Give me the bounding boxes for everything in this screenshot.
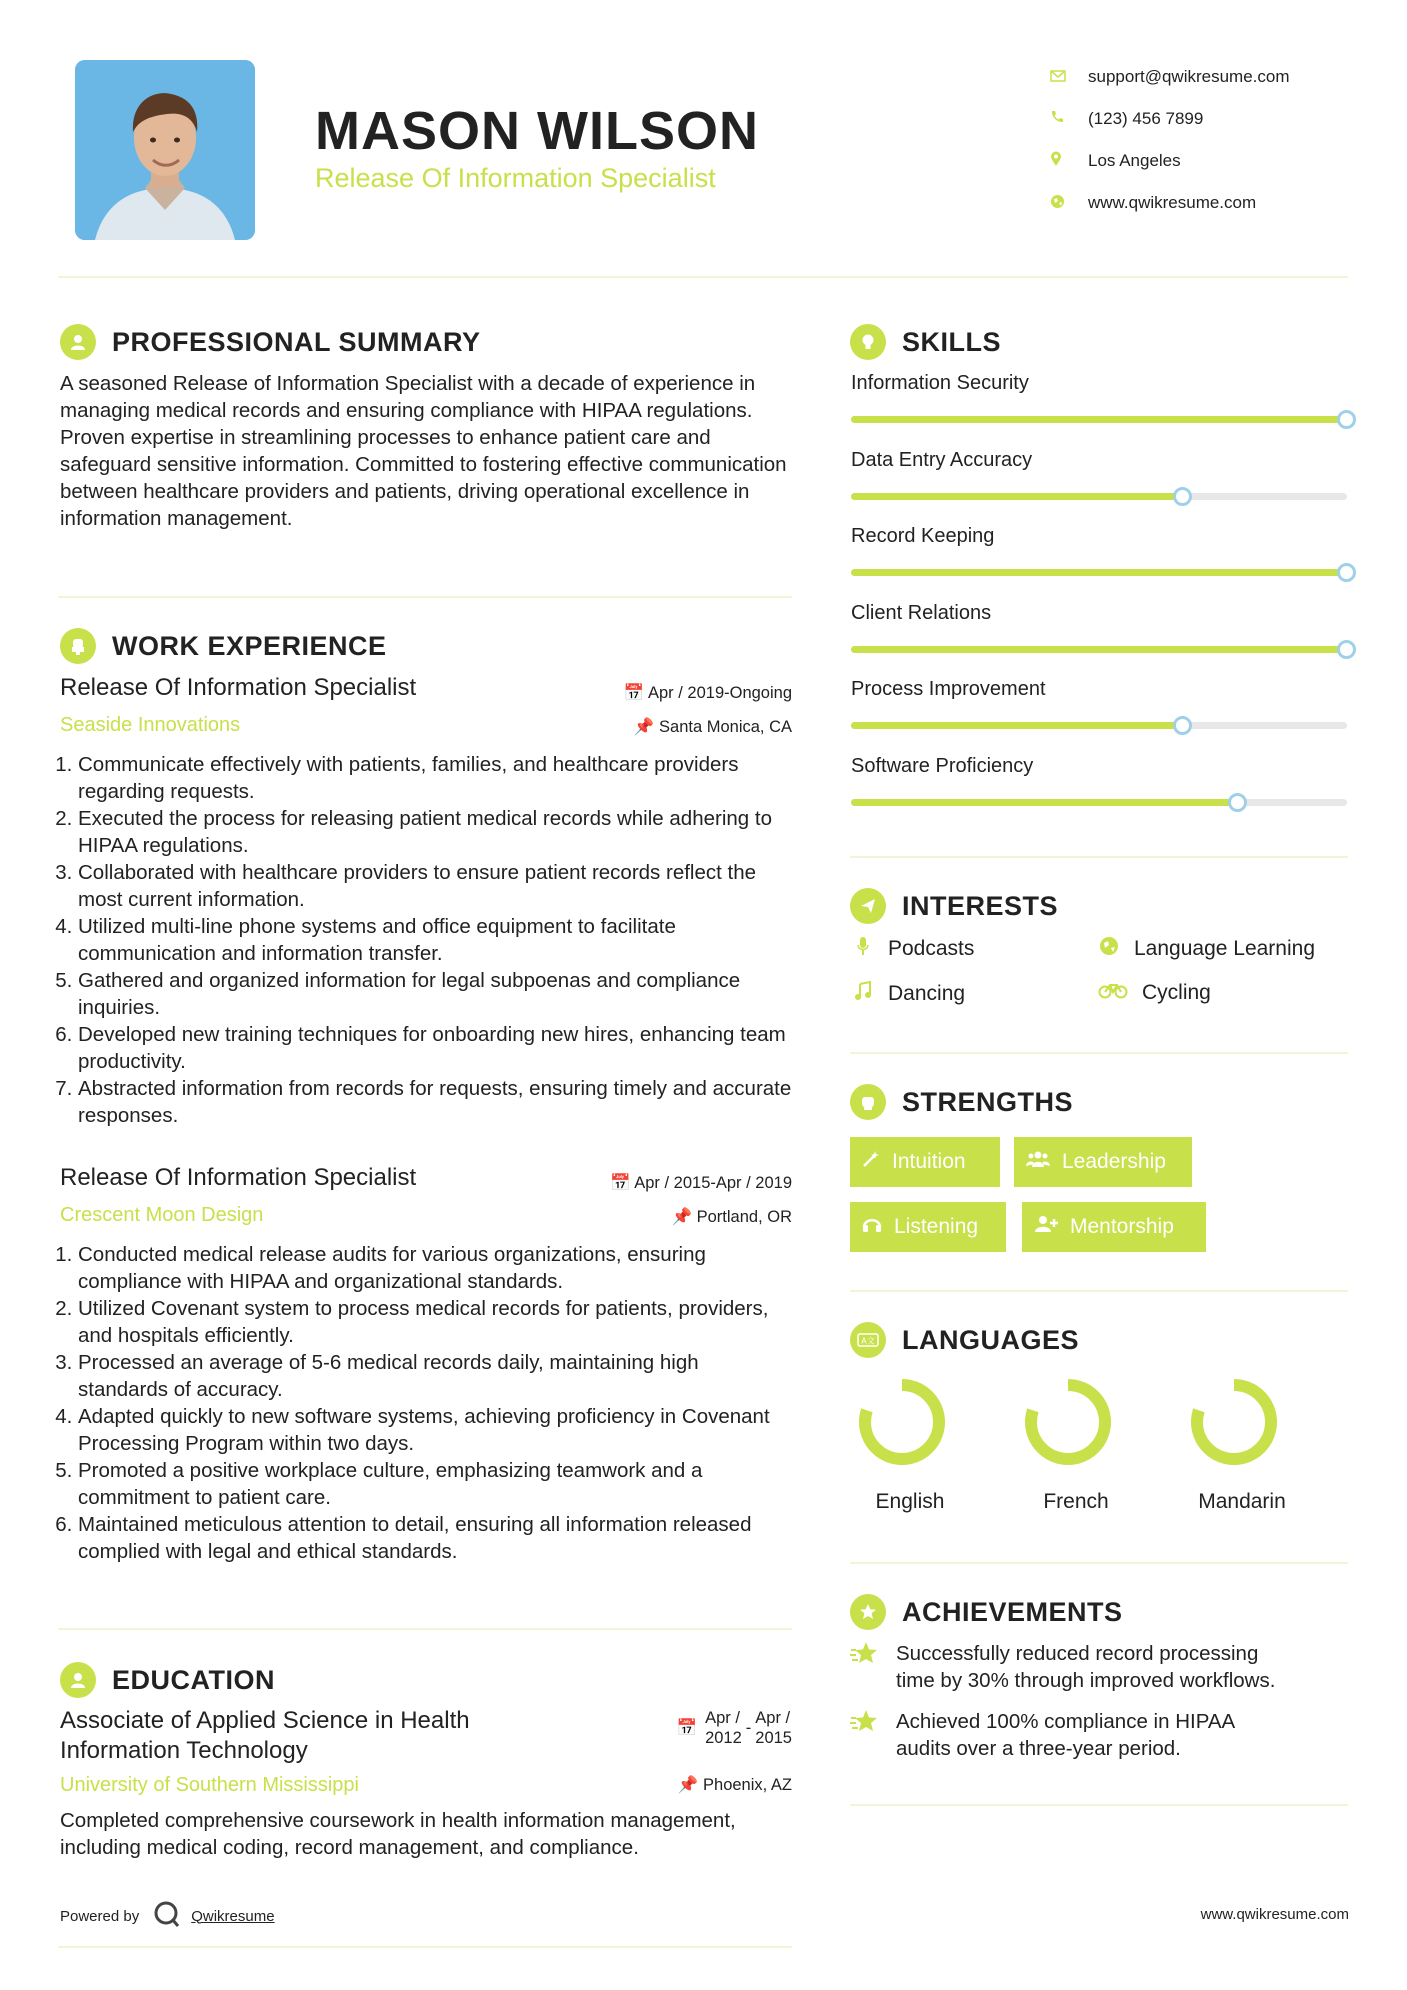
profile-photo	[75, 60, 255, 240]
job-bullet: 2. Executed the process for releasing patient medical records while adhering to HIPAA regulations.	[78, 805, 792, 859]
job-bullet: 4. Utilized multi-line phone systems and office equipment to facilitate communication and information transfer.	[78, 913, 792, 967]
job-location-text: Santa Monica, CA	[659, 718, 792, 736]
star-icon	[850, 1708, 896, 1762]
strength-tag	[1022, 1202, 1206, 1252]
skill-bar-fill	[851, 569, 1347, 576]
summary-divider	[58, 596, 792, 598]
achievements-heading	[850, 1594, 1123, 1630]
school-name: University of Southern Mississippi	[60, 1774, 359, 1796]
job-bullet: 6. Maintained meticulous attention to detail, ensuring all information released complied with legal and ethical standards.	[78, 1511, 792, 1565]
skill-bar-knob	[1173, 716, 1192, 735]
user-plus-icon	[1034, 1215, 1058, 1239]
job-company: Crescent Moon Design	[60, 1204, 264, 1226]
skills-divider	[850, 856, 1348, 858]
interest-item	[1098, 981, 1211, 1005]
job-bullet: 2. Utilized Covenant system to process medical records for patients, providers, and hospitals efficiently.	[78, 1295, 792, 1349]
date-start-month: Apr /	[705, 1709, 740, 1727]
skill-bar-fill	[851, 493, 1183, 500]
summary-text: A seasoned Release of Information Specialist with a decade of experience in managing medical records and ensuring compliance with HIPAA regulations. Proven expertise in streamlining processes to enhance patient care and safeguard sensitive information. Committed to fostering effective communication between healthcare providers and patients, driving operational excellence in information management.	[60, 372, 787, 530]
translate-icon	[850, 1322, 886, 1358]
headphones-icon	[862, 1215, 882, 1239]
achievement-line: Achieved 100% compliance in HIPAA	[896, 1710, 1236, 1733]
skill-bar	[851, 722, 1347, 729]
strength-label: Mentorship	[1070, 1215, 1174, 1238]
job-bullet: 1. Conducted medical release audits for various organizations, ensuring compliance with HIPAA and organizational standards.	[78, 1241, 792, 1295]
interests-divider	[850, 1052, 1348, 1054]
lightbulb-icon	[850, 324, 886, 360]
user-icon	[60, 324, 96, 360]
language-gauges	[850, 1370, 1348, 1490]
date-end-year: 2015	[755, 1729, 792, 1747]
skill-bar-knob	[1337, 563, 1356, 582]
job-date-text: Apr / 2015-Apr / 2019	[634, 1174, 792, 1192]
job-location-text: Portland, OR	[696, 1208, 792, 1226]
education-date-end	[755, 1708, 792, 1748]
magic-wand-icon	[862, 1150, 880, 1174]
envelope-icon	[1050, 69, 1088, 86]
music-note-icon	[852, 981, 874, 1007]
interest-item	[852, 936, 974, 962]
skill-bar	[851, 569, 1347, 576]
skill-bar-knob	[1337, 410, 1356, 429]
job-date	[624, 684, 792, 703]
achievement-item	[850, 1708, 1235, 1762]
job-bullets	[60, 751, 792, 1129]
powered-by	[60, 1900, 275, 1932]
job-company: Seaside Innovations	[60, 714, 241, 736]
skills-heading	[850, 324, 1001, 360]
achievements-divider	[850, 1804, 1348, 1806]
skill-bar	[851, 493, 1347, 500]
skill-bar	[851, 416, 1347, 423]
language-label: French	[1043, 1490, 1109, 1513]
summary-heading	[60, 324, 481, 360]
achievement-text	[896, 1640, 1275, 1694]
date-end-month: Apr /	[755, 1709, 791, 1727]
powered-by-label: Powered by	[60, 1907, 140, 1925]
strength-label: Listening	[894, 1215, 979, 1238]
skill-bar-knob	[1228, 793, 1247, 812]
education-location-text: Phoenix, AZ	[703, 1776, 792, 1794]
job-entry	[60, 1164, 792, 1584]
education-date	[677, 1708, 792, 1748]
job-bullets	[60, 1241, 792, 1565]
brand-link[interactable]: Qwikresume	[191, 1907, 275, 1925]
contact-location-text: Los Angeles	[1088, 151, 1181, 170]
calendar-icon: 📅	[623, 684, 648, 702]
group-icon	[1026, 1150, 1050, 1174]
work-heading	[60, 628, 387, 664]
strength-label: Leadership	[1062, 1150, 1166, 1173]
footer-site-link[interactable]: www.qwikresume.com	[1200, 1906, 1349, 1923]
skill-bar-knob	[1173, 487, 1192, 506]
svg-text:A文: A文	[861, 1336, 875, 1346]
contact-website-text: www.qwikresume.com	[1088, 193, 1257, 212]
achievement-item	[850, 1640, 1275, 1694]
job-bullet: 5. Promoted a positive workplace culture, emphasizing teamwork and a commitment to patient care.	[78, 1457, 792, 1511]
skill-bar-fill	[851, 646, 1347, 653]
interests-heading	[850, 888, 1058, 924]
languages-heading	[850, 1322, 1079, 1358]
contact-phone-text: (123) 456 7899	[1088, 109, 1204, 128]
strengths-heading	[850, 1084, 1073, 1120]
job-location	[671, 1208, 792, 1227]
skill-name: Data Entry Accuracy	[851, 448, 1033, 471]
achievements-title: ACHIEVEMENTS	[902, 1596, 1123, 1627]
pin-icon: 📌	[633, 718, 660, 736]
work-divider	[58, 1628, 792, 1630]
paper-plane-icon	[850, 888, 886, 924]
languages-divider	[850, 1562, 1348, 1564]
phone-icon	[1050, 110, 1088, 128]
education-title: EDUCATION	[112, 1664, 275, 1695]
date-separator: -	[745, 1719, 752, 1737]
achievement-line: audits over a three-year period.	[896, 1737, 1181, 1760]
pin-icon: 📌	[671, 1208, 697, 1226]
skill-name: Information Security	[851, 372, 1029, 394]
interest-label: Podcasts	[888, 937, 975, 960]
language-label: English	[875, 1490, 945, 1513]
strength-tag	[1014, 1137, 1192, 1187]
degree-line-1: Associate of Applied Science in Health	[60, 1707, 470, 1734]
job-bullet: 5. Gathered and organized information for legal subpoenas and compliance inquiries.	[78, 967, 792, 1021]
job-bullet: 3. Processed an average of 5-6 medical records daily, maintaining high standards of accuracy.	[78, 1349, 792, 1403]
job-title: Release Of Information Specialist	[60, 674, 417, 701]
skills-title: SKILLS	[902, 326, 1002, 357]
contact-website[interactable]	[1050, 182, 1350, 224]
bicycle-icon	[1098, 981, 1128, 1005]
qwikresume-logo-icon	[153, 1900, 181, 1932]
contact-phone[interactable]	[1050, 98, 1350, 140]
graduate-icon	[60, 1662, 96, 1698]
education-heading	[60, 1662, 275, 1698]
education-divider	[58, 1946, 792, 1948]
contact-block	[1050, 56, 1350, 224]
job-entry	[60, 674, 792, 1144]
contact-location	[1050, 140, 1350, 182]
calendar-icon: 📅	[610, 1174, 635, 1192]
job-date-text: Apr / 2019-Ongoing	[647, 684, 792, 702]
education-date-start	[705, 1708, 742, 1748]
job-location	[634, 718, 792, 737]
star-badge-icon	[850, 1594, 886, 1630]
languages-title: LANGUAGES	[902, 1324, 1080, 1355]
skill-bar-fill	[851, 722, 1183, 729]
job-bullet: 3. Collaborated with healthcare providers to ensure patient records reflect the most current information.	[78, 859, 792, 913]
job-bullet: 1. Communicate effectively with patients, families, and healthcare providers regarding requests.	[78, 751, 792, 805]
summary-title: PROFESSIONAL SUMMARY	[112, 326, 481, 357]
contact-email[interactable]	[1050, 56, 1350, 98]
globe-icon	[1098, 936, 1120, 962]
skill-name: Software Proficiency	[851, 754, 1034, 777]
strength-label: Intuition	[892, 1150, 966, 1173]
skill-name: Client Relations	[851, 601, 992, 624]
work-title: WORK EXPERIENCE	[112, 630, 387, 661]
strengths-title: STRENGTHS	[902, 1086, 1074, 1117]
achievement-line: time by 30% through improved workflows.	[896, 1669, 1276, 1692]
skill-bar	[851, 646, 1347, 653]
language-label: Mandarin	[1198, 1490, 1286, 1513]
interest-item	[852, 981, 965, 1007]
header-divider	[58, 276, 1348, 278]
skill-bar	[851, 799, 1347, 806]
interests-title: INTERESTS	[902, 890, 1059, 921]
interest-label: Language Learning	[1134, 937, 1316, 960]
candidate-name: MASON WILSON	[315, 101, 759, 161]
pin-icon: 📌	[677, 1776, 704, 1794]
skill-name: Record Keeping	[851, 525, 995, 547]
candidate-role: Release Of Information Specialist	[315, 163, 716, 193]
skill-bar-knob	[1337, 640, 1356, 659]
date-start-year: 2012	[705, 1729, 742, 1747]
skill-bar-fill	[851, 416, 1347, 423]
map-pin-icon	[1050, 151, 1088, 171]
job-bullet: 4. Adapted quickly to new software systems, achieving proficiency in Covenant Processing Program within two days.	[78, 1403, 792, 1457]
calendar-icon: 📅	[676, 1719, 698, 1737]
skill-name: Process Improvement	[851, 678, 1046, 700]
job-title: Release Of Information Specialist	[60, 1164, 417, 1191]
education-location	[678, 1776, 792, 1795]
education-text: Completed comprehensive coursework in health information management, including medical coding, record management, and compliance.	[60, 1809, 736, 1859]
education-entry	[60, 1706, 792, 1896]
globe-icon	[1050, 194, 1088, 213]
interest-label: Cycling	[1142, 981, 1211, 1004]
strength-tag	[850, 1202, 1006, 1252]
strength-tag	[850, 1137, 1000, 1187]
briefcase-icon	[60, 628, 96, 664]
interest-item	[1098, 936, 1315, 962]
star-icon	[850, 1640, 896, 1694]
job-bullet: 6. Developed new training techniques for onboarding new hires, enhancing team productivity.	[78, 1021, 792, 1075]
contact-email-text: support@qwikresume.com	[1088, 67, 1290, 86]
interest-label: Dancing	[888, 982, 966, 1005]
job-date	[610, 1174, 792, 1193]
job-bullet: 7. Abstracted information from records for requests, ensuring timely and accurate responses.	[78, 1075, 792, 1129]
microphone-icon	[852, 936, 874, 962]
fist-icon	[850, 1084, 886, 1120]
strengths-divider	[850, 1290, 1348, 1292]
achievement-line: Successfully reduced record processing	[896, 1642, 1259, 1665]
degree-line-2: Information Technology	[60, 1737, 308, 1764]
achievement-text	[896, 1708, 1235, 1762]
skill-bar-fill	[851, 799, 1238, 806]
